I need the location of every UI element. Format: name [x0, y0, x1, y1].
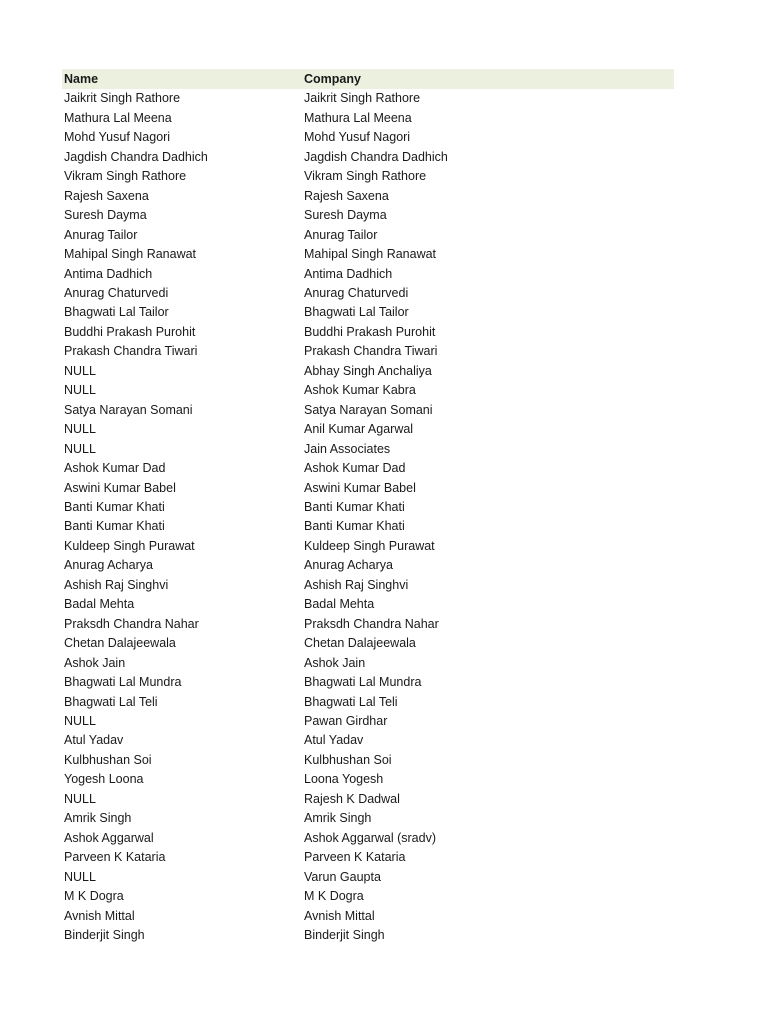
cell-name: NULL [64, 869, 96, 884]
cell-company: Binderjit Singh [304, 927, 385, 942]
cell-name: Atul Yadav [64, 733, 124, 748]
cell-name: Mahipal Singh Ranawat [64, 247, 197, 262]
cell-company: Ashok Kumar Kabra [304, 383, 416, 398]
cell-name: Ashish Raj Singhvi [64, 577, 169, 592]
cell-company: Jaikrit Singh Rathore [304, 91, 421, 106]
cell-name: Bhagwati Lal Teli [64, 694, 158, 709]
cell-name: Praksdh Chandra Nahar [64, 616, 199, 631]
cell-company: Ashok Aggarwal (sradv) [304, 830, 437, 845]
table-row [62, 322, 674, 341]
cell-name: Prakash Chandra Tiwari [64, 344, 198, 359]
table-row [62, 400, 674, 419]
cell-name: Vikram Singh Rathore [64, 169, 187, 184]
cell-company: Bhagwati Lal Tailor [304, 305, 409, 320]
cell-name: Kuldeep Singh Purawat [64, 538, 195, 553]
cell-name: Rajesh Saxena [64, 188, 149, 203]
cell-company: Jain Associates [304, 441, 391, 456]
table-row [62, 478, 674, 497]
cell-name: Antima Dadhich [64, 266, 153, 281]
table-row [62, 225, 674, 244]
cell-name: Jagdish Chandra Dadhich [64, 149, 208, 164]
cell-company: Vikram Singh Rathore [304, 169, 427, 184]
table-row [62, 342, 674, 361]
cell-company: Bhagwati Lal Mundra [304, 675, 422, 690]
cell-company: Parveen K Kataria [304, 850, 406, 865]
cell-company: Jagdish Chandra Dadhich [304, 149, 448, 164]
cell-company: Satya Narayan Somani [304, 402, 433, 417]
cell-company: Anurag Chaturvedi [304, 286, 409, 300]
cell-name: Binderjit Singh [64, 927, 145, 942]
table-row [62, 147, 674, 166]
table-row [62, 420, 674, 439]
table-row [62, 128, 674, 147]
cell-company: Ashok Jain [304, 655, 366, 670]
cell-name: Avnish Mittal [64, 908, 135, 923]
cell-company: Pawan Girdhar [304, 713, 388, 728]
cell-name: Banti Kumar Khati [64, 499, 165, 514]
cell-company: Abhay Singh Anchaliya [304, 363, 432, 378]
cell-name: Buddhi Prakash Purohit [64, 324, 196, 339]
table-row [62, 186, 674, 205]
table-row [62, 731, 674, 750]
cell-name: Jaikrit Singh Rathore [64, 91, 181, 106]
table-row [62, 459, 674, 478]
cell-name: Amrik Singh [64, 811, 132, 826]
table-row [62, 653, 674, 672]
cell-name: NULL [64, 791, 96, 806]
cell-company: Avnish Mittal [304, 908, 375, 923]
cell-company: Banti Kumar Khati [304, 499, 405, 514]
cell-company: Banti Kumar Khati [304, 519, 405, 534]
cell-name: NULL [64, 422, 96, 437]
table-row [62, 381, 674, 400]
cell-company: Rajesh Saxena [304, 188, 389, 203]
table-row [62, 108, 674, 127]
cell-name: Mohd Yusuf Nagori [64, 130, 171, 145]
cell-company: Varun Gaupta [304, 869, 381, 884]
table-row [62, 575, 674, 594]
table-row [62, 925, 674, 944]
cell-name: Anurag Chaturvedi [64, 286, 169, 300]
cell-company: Ashish Raj Singhvi [304, 577, 409, 592]
cell-name: NULL [64, 383, 96, 398]
table-row [62, 89, 674, 108]
table-row [62, 673, 674, 692]
cell-name: Bhagwati Lal Mundra [64, 675, 182, 690]
table-row [62, 264, 674, 283]
table-row [62, 439, 674, 458]
cell-name: NULL [64, 363, 96, 378]
cell-company: Rajesh K Dadwal [304, 791, 400, 806]
cell-name: Yogesh Loona [64, 772, 144, 787]
header-company: Company [304, 71, 361, 86]
table-row [62, 789, 674, 808]
cell-company: Mathura Lal Meena [304, 110, 412, 125]
table-row [62, 206, 674, 225]
table-row [62, 848, 674, 867]
table-row [62, 284, 674, 303]
table-row [62, 303, 674, 322]
cell-name: NULL [64, 441, 96, 456]
cell-company: M K Dogra [304, 889, 364, 904]
cell-name: Anurag Tailor [64, 227, 138, 242]
table-row [62, 245, 674, 264]
table-row [62, 498, 674, 517]
table-row [62, 536, 674, 555]
table-row [62, 361, 674, 380]
table-row [62, 167, 674, 186]
cell-company: Anurag Acharya [304, 558, 393, 573]
table-row [62, 750, 674, 769]
cell-name: Ashok Jain [64, 655, 126, 670]
cell-name: Anurag Acharya [64, 558, 153, 573]
cell-company: Loona Yogesh [304, 772, 384, 787]
cell-company: Prakash Chandra Tiwari [304, 344, 438, 359]
cell-name: Ashok Aggarwal [64, 830, 154, 845]
table-row [62, 887, 674, 906]
cell-name: Kulbhushan Soi [64, 752, 152, 767]
cell-name: Aswini Kumar Babel [64, 480, 176, 495]
cell-name: Mathura Lal Meena [64, 110, 172, 125]
cell-company: Aswini Kumar Babel [304, 480, 416, 495]
cell-company: Amrik Singh [304, 811, 372, 826]
cell-name: Banti Kumar Khati [64, 519, 165, 534]
cell-company: Mahipal Singh Ranawat [304, 247, 437, 262]
table-body [62, 89, 674, 945]
cell-company: Kuldeep Singh Purawat [304, 538, 435, 553]
table-row [62, 867, 674, 886]
cell-company: Anil Kumar Agarwal [304, 422, 414, 437]
cell-name: Satya Narayan Somani [64, 402, 193, 417]
cell-name: Parveen K Kataria [64, 850, 166, 865]
cell-name: Badal Mehta [64, 597, 135, 612]
cell-name: NULL [64, 713, 96, 728]
cell-name: Ashok Kumar Dad [64, 461, 166, 476]
cell-company: Mohd Yusuf Nagori [304, 130, 411, 145]
table-row [62, 517, 674, 536]
table-row [62, 712, 674, 731]
table-row [62, 770, 674, 789]
cell-company: Kulbhushan Soi [304, 752, 392, 767]
cell-company: Praksdh Chandra Nahar [304, 616, 439, 631]
cell-company: Anurag Tailor [304, 227, 378, 242]
cell-name: Bhagwati Lal Tailor [64, 305, 169, 320]
header-name: Name [64, 71, 99, 86]
cell-name: Chetan Dalajeewala [64, 636, 176, 651]
cell-company: Atul Yadav [304, 733, 364, 748]
table-row [62, 906, 674, 925]
table-row [62, 692, 674, 711]
cell-company: Bhagwati Lal Teli [304, 694, 398, 709]
table-header-row [62, 69, 674, 89]
cell-company: Ashok Kumar Dad [304, 461, 406, 476]
table-row [62, 614, 674, 633]
table-row [62, 809, 674, 828]
cell-company: Suresh Dayma [304, 208, 387, 223]
contacts-table [62, 69, 674, 945]
table-row [62, 828, 674, 847]
cell-company: Chetan Dalajeewala [304, 636, 416, 651]
cell-name: M K Dogra [64, 889, 124, 904]
table-row [62, 556, 674, 575]
cell-company: Buddhi Prakash Purohit [304, 324, 436, 339]
table-row [62, 595, 674, 614]
cell-company: Badal Mehta [304, 597, 375, 612]
table-row [62, 634, 674, 653]
cell-name: Suresh Dayma [64, 208, 147, 223]
cell-company: Antima Dadhich [304, 266, 393, 281]
